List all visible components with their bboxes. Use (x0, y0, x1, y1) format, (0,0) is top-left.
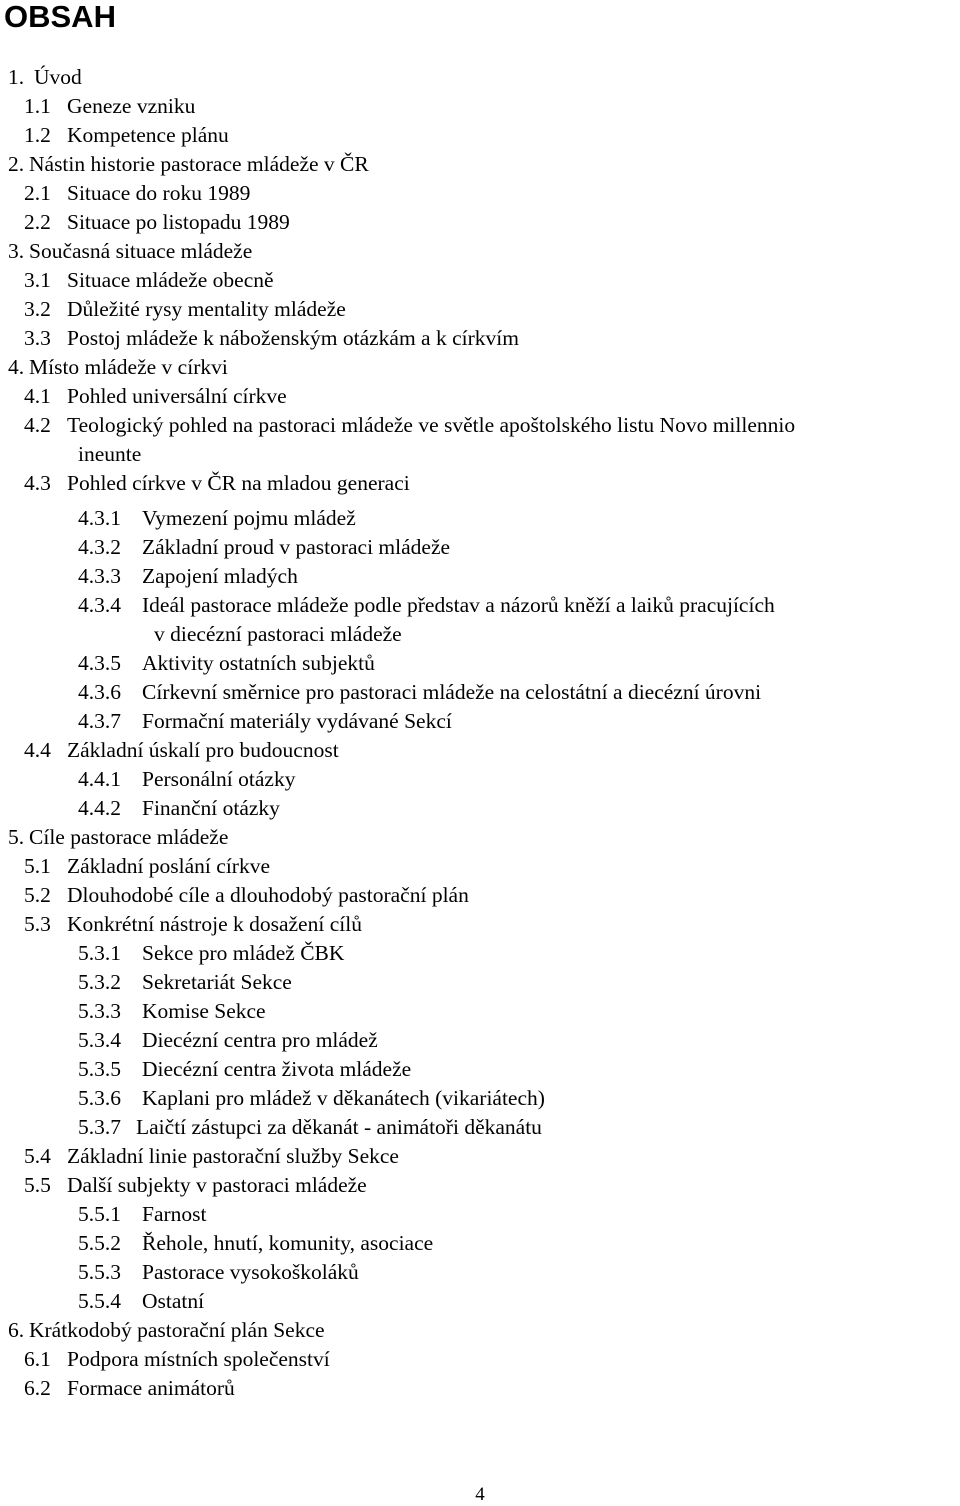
toc-entry (24, 853, 270, 879)
toc-entry-title: Nástin historie pastorace mládeže v ČR (29, 152, 369, 176)
toc-entry-number: 4.3.4 (78, 593, 121, 617)
toc-entry (8, 64, 82, 90)
toc-entry-title: Postoj mládeže k náboženským otázkám a k církvím (67, 326, 519, 350)
toc-entry (24, 209, 290, 235)
toc-entry-number: 3.3 (24, 326, 51, 350)
toc-entry (78, 766, 295, 792)
toc-entry-title: Pastorace vysokoškoláků (142, 1260, 359, 1284)
toc-entry-title: Sekce pro mládež ČBK (142, 941, 345, 965)
toc-entry (78, 592, 775, 618)
toc-entry-title: Situace mládeže obecně (67, 268, 274, 292)
toc-entry-number: 4.4 (24, 738, 51, 762)
toc-entry (24, 737, 339, 763)
toc-entry-title: Základní poslání církve (67, 854, 270, 878)
toc-entry-title: Úvod (34, 65, 82, 89)
toc-entry (24, 1375, 235, 1401)
toc-entry (78, 679, 761, 705)
toc-entry (78, 1085, 545, 1111)
toc-entry (78, 1201, 207, 1227)
toc-entry (78, 795, 280, 821)
toc-entry-number: 5.3.4 (78, 1028, 121, 1052)
toc-entry (8, 151, 369, 177)
toc-entry-title: Komise Sekce (142, 999, 266, 1023)
toc-entry-number: 4.3.5 (78, 651, 121, 675)
toc-entry-number: 2. (8, 152, 25, 176)
toc-entry (24, 1143, 399, 1169)
toc-entry (78, 1114, 542, 1140)
toc-entry-number: 5.3.5 (78, 1057, 121, 1081)
toc-entry (78, 563, 298, 589)
toc-entry-number: 5.5.3 (78, 1260, 121, 1284)
toc-entry-title: Sekretariát Sekce (142, 970, 292, 994)
toc-entry-number: 3.1 (24, 268, 51, 292)
toc-entry (78, 441, 141, 467)
toc-entry-title: Pohled universální církve (67, 384, 287, 408)
toc-entry-number: 5.5 (24, 1173, 51, 1197)
toc-entry-title: Laičtí zástupci za děkanát - animátoři děkanátu (136, 1115, 542, 1139)
toc-entry-title: Dlouhodobé cíle a dlouhodobý pastorační plán (67, 883, 469, 907)
toc-entry (24, 267, 274, 293)
toc-entry-number: 1. (8, 65, 25, 89)
toc-entry (24, 325, 519, 351)
toc-entry (78, 969, 292, 995)
toc-entry (78, 505, 356, 531)
toc-entry (78, 1259, 359, 1285)
toc-entry-title: Základní linie pastorační služby Sekce (67, 1144, 399, 1168)
toc-entry (78, 940, 344, 966)
toc-entry-title: Zapojení mladých (142, 564, 298, 588)
toc-entry (78, 1230, 433, 1256)
toc-entry-title: Cíle pastorace mládeže (29, 825, 229, 849)
toc-entry-number: 4. (8, 355, 25, 379)
toc-entry-number: 4.2 (24, 413, 51, 437)
toc-entry-title: Diecézní centra života mládeže (142, 1057, 412, 1081)
toc-entry (78, 998, 266, 1024)
toc-entry-number: 6. (8, 1318, 25, 1342)
page-number: 4 (475, 1484, 485, 1505)
toc-entry-number: 5.1 (24, 854, 51, 878)
toc-entry-number: 5.3.6 (78, 1086, 121, 1110)
toc-entry-number: 1.1 (24, 94, 51, 118)
toc-entry-title: Současná situace mládeže (29, 239, 253, 263)
toc-entry (78, 708, 452, 734)
toc-entry-number: 5.2 (24, 883, 51, 907)
toc-entry-number: 5.3 (24, 912, 51, 936)
toc-entry-title: Aktivity ostatních subjektů (142, 651, 375, 675)
toc-entry-number: 4.3.3 (78, 564, 121, 588)
toc-entry (24, 122, 229, 148)
toc-entry (24, 1346, 330, 1372)
toc-entry-title: Teologický pohled na pastoraci mládeže ve světle apoštolského listu Novo millennio (67, 413, 796, 437)
toc-entry-number: 5.4 (24, 1144, 51, 1168)
toc-entry (24, 93, 195, 119)
toc-entry-title: Personální otázky (142, 767, 296, 791)
toc-entry-number: 5.5.4 (78, 1289, 121, 1313)
toc-entry-title: Vymezení pojmu mládež (142, 506, 356, 530)
toc-entry-number: 5.3.1 (78, 941, 121, 965)
toc-entry-title: Ideál pastorace mládeže podle představ a názorů kněží a laiků pracujících (142, 593, 775, 617)
toc-entry (24, 470, 410, 496)
toc-entry (24, 911, 362, 937)
toc-entry (24, 412, 795, 438)
toc-entry-title: Geneze vzniku (67, 94, 196, 118)
toc-entry-title: Další subjekty v pastoraci mládeže (67, 1173, 367, 1197)
toc-entry (24, 180, 250, 206)
toc-entry (78, 650, 375, 676)
toc-entry-number: 5. (8, 825, 25, 849)
toc-entry (24, 296, 346, 322)
toc-entry (78, 1288, 204, 1314)
toc-entry-number: 5.5.2 (78, 1231, 121, 1255)
toc-entry-title: Konkrétní nástroje k dosažení cílů (67, 912, 362, 936)
toc-entry (8, 824, 228, 850)
toc-entry-title: Situace po listopadu 1989 (67, 210, 290, 234)
toc-entry-title: Pohled církve v ČR na mladou generaci (67, 471, 410, 495)
toc-entry-number: 6.2 (24, 1376, 51, 1400)
toc-entry (24, 383, 287, 409)
toc-entry-number: 5.3.7 (78, 1115, 121, 1139)
toc-entry-number: 6.1 (24, 1347, 51, 1371)
toc-entry-title: Podpora místních společenství (67, 1347, 330, 1371)
toc-entry (24, 1172, 367, 1198)
toc-entry (8, 1317, 325, 1343)
toc-entry (24, 882, 469, 908)
toc-entry (8, 238, 252, 264)
toc-entry-title: Řehole, hnutí, komunity, asociace (142, 1231, 434, 1255)
toc-entry (78, 534, 450, 560)
toc-entry-title: Formační materiály vydávané Sekcí (142, 709, 452, 733)
toc-entry-title: Základní proud v pastoraci mládeže (142, 535, 451, 559)
toc-entry (154, 621, 402, 647)
toc-entry-number: 4.3.7 (78, 709, 121, 733)
toc-entry-number: 4.3 (24, 471, 51, 495)
toc-entry (8, 354, 228, 380)
toc-entry-number: 5.3.3 (78, 999, 121, 1023)
toc-entry-title: Kompetence plánu (67, 123, 229, 147)
toc-entry-number: 5.3.2 (78, 970, 121, 994)
toc-entry-title: Ostatní (142, 1289, 205, 1313)
toc-entry-title: Farnost (142, 1202, 207, 1226)
toc-entry-number: 4.3.2 (78, 535, 121, 559)
toc-entry (78, 1027, 378, 1053)
toc-entry-number: 2.2 (24, 210, 51, 234)
toc-entry-number: 4.4.2 (78, 796, 121, 820)
toc-entry-number: 3. (8, 239, 25, 263)
toc-entry-number: 4.3.6 (78, 680, 121, 704)
toc-entry-title: Základní úskalí pro budoucnost (67, 738, 339, 762)
toc-entry-number: 4.4.1 (78, 767, 121, 791)
toc-entry-title: Krátkodobý pastorační plán Sekce (29, 1318, 325, 1342)
toc-entry-title: Církevní směrnice pro pastoraci mládeže na celostátní a diecézní úrovni (142, 680, 762, 704)
page-title: OBSAH (4, 0, 116, 34)
toc-entry-number: 4.1 (24, 384, 51, 408)
toc-entry-title: Kaplani pro mládež v děkanátech (vikariátech) (142, 1086, 545, 1110)
toc-entry-title: v diecézní pastoraci mládeže (154, 622, 402, 646)
toc-entry (78, 1056, 411, 1082)
toc-entry-number: 1.2 (24, 123, 51, 147)
toc-entry-title: Důležité rysy mentality mládeže (67, 297, 346, 321)
toc-entry-number: 5.5.1 (78, 1202, 121, 1226)
toc-entry-number: 4.3.1 (78, 506, 121, 530)
toc-entry-title: Místo mládeže v církvi (29, 355, 228, 379)
toc-entry-title: Situace do roku 1989 (67, 181, 251, 205)
toc-entry-title: Formace animátorů (67, 1376, 235, 1400)
toc-entry-title: ineunte (78, 442, 142, 466)
toc-entry-number: 3.2 (24, 297, 51, 321)
toc-entry-title: Diecézní centra pro mládež (142, 1028, 378, 1052)
toc-entry-title: Finanční otázky (142, 796, 280, 820)
toc-entry-number: 2.1 (24, 181, 51, 205)
